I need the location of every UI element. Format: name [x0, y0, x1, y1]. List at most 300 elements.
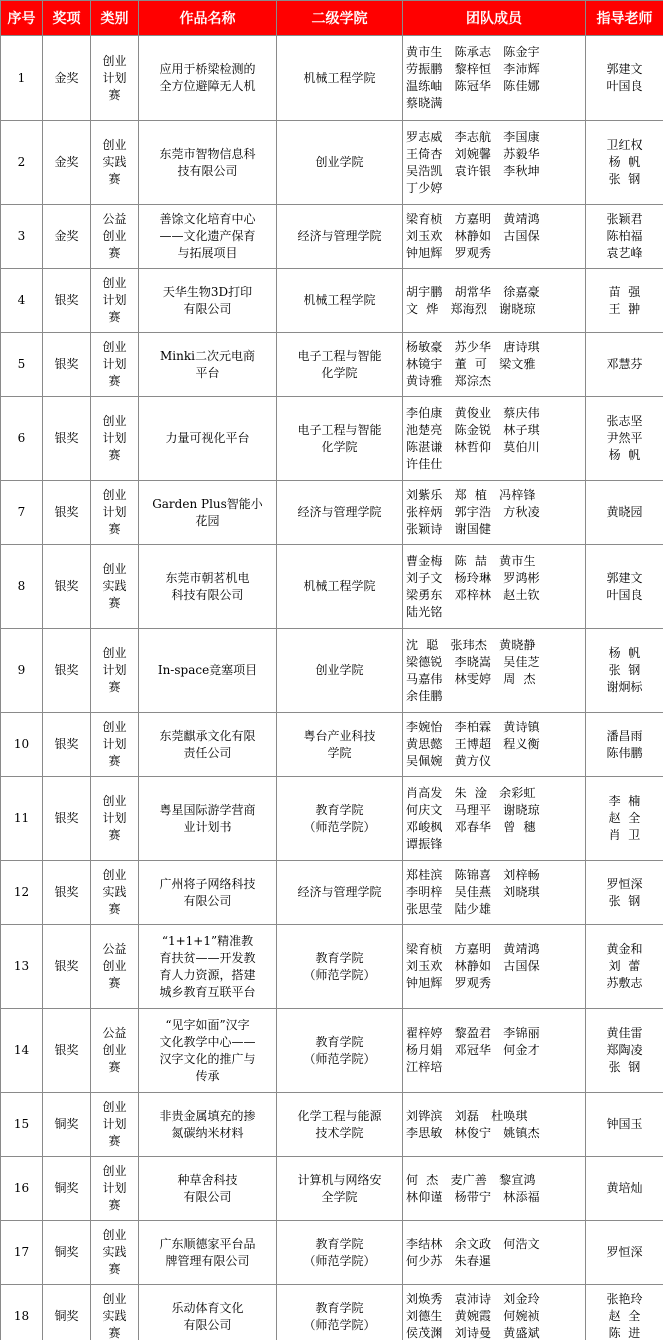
row-category-line: 创业 — [102, 1164, 127, 1178]
row-college — [277, 1221, 403, 1285]
row-category-line: 赛 — [108, 246, 121, 260]
row-advisor-line: 赵 全 — [608, 811, 641, 825]
row-category-line: 创业 — [102, 794, 127, 808]
table-row — [1, 777, 663, 861]
row-work-name — [139, 925, 277, 1009]
row-work-name-line: 牌管理有限公司 — [165, 1253, 250, 1268]
row-work-name — [139, 1157, 277, 1221]
row-college-line: 创业学院 — [315, 155, 364, 169]
row-category — [91, 713, 139, 777]
row-advisor — [586, 481, 663, 545]
table-row — [1, 1093, 663, 1157]
row-work-name — [139, 205, 277, 269]
table-row — [1, 713, 663, 777]
row-category — [91, 121, 139, 205]
row-advisor-line: 罗恒深 — [606, 1245, 643, 1259]
row-team-members — [403, 629, 586, 713]
row-category-line: 公益 — [102, 942, 127, 956]
row-college — [277, 269, 403, 333]
row-college — [277, 205, 403, 269]
row-category-line: 创业 — [102, 868, 127, 882]
row-seq: 13 — [1, 925, 43, 1009]
row-award: 铜奖 — [43, 1157, 91, 1221]
row-college — [277, 1093, 403, 1157]
row-category — [91, 861, 139, 925]
row-work-name — [139, 629, 277, 713]
row-college-line: 化学院 — [321, 439, 358, 454]
row-college — [277, 713, 403, 777]
row-work-name-line: 粤星国际游学营商 — [159, 802, 256, 817]
row-college — [277, 629, 403, 713]
row-category-line: 计划 — [102, 811, 127, 825]
row-advisor-line: 郑陶凌 — [606, 1043, 643, 1057]
table-row — [1, 1009, 663, 1093]
row-category — [91, 1093, 139, 1157]
row-advisor — [586, 333, 663, 397]
row-category — [91, 777, 139, 861]
row-advisor-line: 郭建文 — [606, 570, 643, 585]
row-work-name — [139, 713, 277, 777]
row-team-members — [403, 269, 586, 333]
row-team-members-line: 黄市生 陈承志 陈金宇 — [406, 45, 540, 59]
row-category-line: 创业 — [102, 414, 127, 428]
row-category-line: 赛 — [108, 1134, 121, 1148]
row-work-name-line: 天华生物3D打印 — [162, 284, 253, 299]
row-college-line: 计算机与网络安 — [297, 1172, 382, 1187]
row-work-name-line: 育扶贫——开发教 — [159, 950, 256, 965]
row-team-members-line: 蔡晓满 — [406, 96, 443, 110]
row-category — [91, 545, 139, 629]
row-work-name-line: 广州将子网络科技 — [159, 876, 256, 891]
row-category — [91, 205, 139, 269]
row-college-line: 机械工程学院 — [303, 579, 376, 593]
row-category-line: 实践 — [102, 885, 127, 899]
row-team-members-line: 杨敏豪 苏少华 唐诗琪 — [406, 340, 540, 354]
row-team-members — [403, 1093, 586, 1157]
row-work-name-line: 与拓展项目 — [177, 246, 238, 260]
row-advisor-line: 张颖君 — [606, 212, 643, 226]
row-work-name-line: Garden Plus智能小 — [152, 496, 263, 511]
row-work-name — [139, 121, 277, 205]
row-college-line: 学院 — [327, 745, 352, 760]
row-category-line: 赛 — [108, 87, 121, 102]
row-work-name-line: 东莞麒承文化有限 — [159, 728, 256, 743]
row-team-members-line: 陆光铭 — [406, 604, 443, 619]
row-category-line: 计划 — [102, 505, 127, 519]
row-team-members-line: 张梓炳 郭宇浩 方秋凌 — [406, 505, 540, 519]
row-seq: 2 — [1, 121, 43, 205]
row-team-members-line: 钟旭辉 罗观秀 — [406, 976, 492, 990]
row-advisor-line: 陈柏福 — [606, 229, 643, 243]
row-category-line: 赛 — [108, 596, 121, 610]
row-work-name-line: ——文化遗产保育 — [159, 229, 256, 243]
row-team-members — [403, 713, 586, 777]
row-college — [277, 397, 403, 481]
row-award: 银奖 — [43, 713, 91, 777]
row-advisor — [586, 777, 663, 861]
row-team-members-line: 吴佩婉 黄方仪 — [406, 754, 492, 768]
row-team-members-line: 李结林 余文政 何浩文 — [406, 1236, 540, 1251]
row-advisor-line: 谢炯标 — [606, 680, 643, 694]
row-team-members-line: 温练岫 陈冠华 陈佳娜 — [406, 79, 540, 93]
row-category-line: 创业 — [102, 646, 127, 660]
row-advisor — [586, 36, 663, 121]
row-advisor — [586, 397, 663, 481]
row-team-members — [403, 36, 586, 121]
row-seq: 7 — [1, 481, 43, 545]
row-category-line: 创业 — [102, 959, 127, 973]
row-college-line: 全学院 — [321, 1189, 358, 1204]
row-college — [277, 1285, 403, 1340]
row-award: 金奖 — [43, 121, 91, 205]
row-work-name — [139, 269, 277, 333]
row-award: 银奖 — [43, 481, 91, 545]
row-advisor — [586, 629, 663, 713]
row-seq: 11 — [1, 777, 43, 861]
row-team-members-line: 杨月娟 邓冠华 何金才 — [406, 1043, 540, 1057]
row-advisor-line: 尹然平 — [606, 431, 643, 445]
row-seq: 16 — [1, 1157, 43, 1221]
row-award: 银奖 — [43, 1009, 91, 1093]
row-work-name-line: 东莞市智物信息科 — [159, 146, 256, 161]
header-seq: 序号 — [1, 1, 43, 36]
row-category-line: 创业 — [102, 138, 127, 152]
row-team-members-line: 黄思懿 王博超 程义衡 — [406, 737, 540, 751]
row-seq: 9 — [1, 629, 43, 713]
row-seq: 6 — [1, 397, 43, 481]
row-team-members-line: 李婉怡 李柏霖 黄诗镇 — [406, 720, 540, 734]
row-advisor — [586, 1093, 663, 1157]
row-advisor-line: 潘昌雨 — [606, 728, 643, 743]
row-college — [277, 545, 403, 629]
row-seq: 5 — [1, 333, 43, 397]
row-team-members — [403, 545, 586, 629]
row-category-line: 计划 — [102, 293, 127, 307]
row-category — [91, 1157, 139, 1221]
row-college-line: 电子工程与智能 — [297, 348, 382, 363]
row-advisor-line: 苏敷志 — [606, 976, 643, 990]
row-team-members — [403, 121, 586, 205]
row-team-members-line: 梁育桢 方嘉明 黄靖鸿 — [406, 212, 540, 226]
row-advisor-line: 张志坚 — [606, 414, 643, 428]
row-category-line: 创业 — [102, 1043, 127, 1057]
row-college-line: 经济与管理学院 — [297, 505, 382, 519]
row-team-members-line: 邓峻枫 邓春华 曾 穗 — [406, 819, 536, 834]
row-category-line: 赛 — [108, 310, 121, 324]
row-team-members-line: 刘焕秀 袁沛诗 刘金玲 — [406, 1292, 540, 1306]
row-advisor — [586, 1285, 663, 1340]
row-college-line: （师范学院） — [303, 1253, 376, 1268]
table-header — [1, 1, 663, 36]
row-award: 银奖 — [43, 397, 91, 481]
row-category-line: 创业 — [102, 562, 127, 576]
row-team-members-line: 肖高发 朱 淦 余彩虹 — [406, 785, 536, 800]
row-category-line: 赛 — [108, 522, 121, 536]
row-advisor-line: 张 钢 — [608, 893, 641, 908]
table-row — [1, 925, 663, 1009]
row-seq: 1 — [1, 36, 43, 121]
row-team-members — [403, 777, 586, 861]
row-work-name — [139, 333, 277, 397]
row-category-line: 计划 — [102, 357, 127, 371]
row-advisor — [586, 121, 663, 205]
row-seq: 15 — [1, 1093, 43, 1157]
row-team-members-line: 吴浩凯 袁许银 李秋坤 — [406, 163, 540, 178]
row-advisor — [586, 269, 663, 333]
row-category-line: 计划 — [102, 737, 127, 751]
row-college-line: 粤台产业科技 — [303, 728, 376, 743]
row-team-members-line: 胡宇鹏 胡常华 徐嘉豪 — [406, 284, 540, 299]
row-category — [91, 36, 139, 121]
row-category — [91, 269, 139, 333]
row-advisor-line: 杨 帆 — [608, 155, 641, 169]
table-row — [1, 205, 663, 269]
row-work-name — [139, 1009, 277, 1093]
row-award: 银奖 — [43, 269, 91, 333]
row-work-name-line: 应用于桥梁检测的 — [159, 62, 256, 76]
row-advisor-line: 张艳玲 — [606, 1292, 643, 1306]
row-seq: 8 — [1, 545, 43, 629]
row-work-name-line: 平台 — [195, 365, 220, 380]
row-advisor-line: 叶国良 — [606, 587, 643, 602]
row-work-name-line: 育人力资源，搭建 — [159, 967, 256, 982]
row-category-line: 实践 — [102, 1245, 127, 1259]
row-team-members-line: 马嘉伟 林雯婷 周 杰 — [406, 671, 536, 686]
row-category-line: 赛 — [108, 680, 121, 694]
table-row — [1, 1221, 663, 1285]
row-college-line: 教育学院 — [315, 1300, 364, 1315]
row-award: 银奖 — [43, 629, 91, 713]
header-team: 团队成员 — [403, 1, 586, 36]
row-advisor — [586, 545, 663, 629]
row-work-name-line: 乐动体育文化 — [171, 1300, 244, 1315]
row-team-members-line: 林镜宇 董 可 梁文雅 — [406, 357, 536, 371]
row-college — [277, 121, 403, 205]
table-row — [1, 397, 663, 481]
row-award: 银奖 — [43, 333, 91, 397]
row-team-members — [403, 1221, 586, 1285]
row-category-line: 赛 — [108, 902, 121, 916]
row-college — [277, 36, 403, 121]
row-category-line: 赛 — [108, 828, 121, 842]
row-advisor — [586, 925, 663, 1009]
row-work-name-line: “见字如面”汉字 — [165, 1017, 250, 1032]
row-college-line: （师范学院） — [303, 1051, 376, 1066]
row-advisor-line: 黄金和 — [606, 942, 643, 956]
row-advisor-line: 黄培灿 — [606, 1181, 643, 1195]
row-college — [277, 333, 403, 397]
row-team-members-line: 梁德锐 李晓嵩 吴佳芝 — [406, 654, 540, 669]
row-seq: 3 — [1, 205, 43, 269]
row-team-members-line: 陈湛谦 林哲仰 莫伯川 — [406, 439, 540, 454]
row-team-members-line: 刘玉欢 林静如 古国保 — [406, 229, 540, 243]
row-work-name — [139, 777, 277, 861]
row-college-line: （师范学院） — [303, 967, 376, 982]
row-seq: 18 — [1, 1285, 43, 1340]
row-team-members-line: 刘子文 杨玲琳 罗鸿彬 — [406, 570, 540, 585]
row-category — [91, 1009, 139, 1093]
row-category-line: 赛 — [108, 1198, 121, 1212]
row-category-line: 公益 — [102, 1026, 127, 1040]
row-team-members-line: 何庆文 马理平 谢晓琼 — [406, 802, 540, 817]
row-work-name-line: 技有限公司 — [177, 163, 238, 178]
row-advisor-line: 袁艺峰 — [606, 246, 643, 260]
row-advisor-line: 肖 卫 — [608, 828, 641, 842]
row-advisor-line: 叶国良 — [606, 79, 643, 93]
header-category: 类别 — [91, 1, 139, 36]
row-category-line: 赛 — [108, 1262, 121, 1276]
row-seq: 12 — [1, 861, 43, 925]
row-advisor-line: 黄晓园 — [606, 505, 643, 519]
row-award: 铜奖 — [43, 1093, 91, 1157]
row-work-name-line: 有限公司 — [183, 893, 232, 908]
row-team-members-line: 李明梓 吴佳燕 刘晓琪 — [406, 885, 540, 899]
row-work-name-line: 种草舍科技 — [177, 1172, 238, 1187]
row-team-members — [403, 1009, 586, 1093]
row-college — [277, 861, 403, 925]
row-category-line: 赛 — [108, 374, 121, 388]
row-category-line: 公益 — [102, 212, 127, 226]
row-category-line: 创业 — [102, 276, 127, 290]
row-advisor-line: 王 翀 — [608, 301, 641, 316]
row-work-name-line: 花园 — [195, 513, 220, 528]
row-college-line: 机械工程学院 — [303, 293, 376, 307]
row-team-members-line: 李伯康 黄俊业 蔡庆伟 — [406, 405, 540, 420]
row-work-name-line: 善馀文化培育中心 — [159, 212, 256, 226]
row-work-name-line: 氮碳纳米材料 — [171, 1125, 244, 1140]
row-team-members-line: 沈 聪 张玮杰 黄晓静 — [406, 637, 536, 652]
row-seq: 17 — [1, 1221, 43, 1285]
row-team-members — [403, 925, 586, 1009]
row-team-members-line: 黄诗雅 郑淙杰 — [406, 374, 492, 388]
row-team-members-line: 何少苏 朱春暹 — [406, 1253, 492, 1268]
row-college — [277, 1157, 403, 1221]
row-college — [277, 777, 403, 861]
row-seq: 10 — [1, 713, 43, 777]
table-row — [1, 629, 663, 713]
row-work-name-line: 责任公司 — [183, 745, 232, 760]
row-work-name — [139, 481, 277, 545]
table-row — [1, 481, 663, 545]
header-college: 二级学院 — [277, 1, 403, 36]
row-team-members-line: 李思敏 林俊宁 姚镇杰 — [406, 1125, 540, 1140]
row-team-members — [403, 333, 586, 397]
row-advisor-line: 杨 帆 — [608, 448, 641, 462]
table-row — [1, 861, 663, 925]
row-team-members-line: 梁育桢 方嘉明 黄靖鸿 — [406, 942, 540, 956]
row-college-line: 教育学院 — [315, 950, 364, 965]
row-work-name-line: 非贵金属填充的掺 — [159, 1108, 256, 1123]
row-team-members-line: 钟旭辉 罗观秀 — [406, 246, 492, 260]
row-team-members-line: 王倚杏 刘婉馨 苏毅华 — [406, 146, 540, 161]
row-work-name-line: 传承 — [195, 1068, 220, 1083]
row-advisor-line: 钟国玉 — [606, 1117, 643, 1131]
row-college-line: 化学工程与能源 — [297, 1108, 382, 1123]
row-team-members-line: 许佳仕 — [406, 456, 443, 471]
row-advisor-line: 赵 全 — [608, 1309, 641, 1323]
row-category — [91, 481, 139, 545]
row-category-line: 创业 — [102, 340, 127, 354]
row-category — [91, 925, 139, 1009]
row-category-line: 赛 — [108, 448, 121, 462]
row-advisor — [586, 861, 663, 925]
row-college-line: 教育学院 — [315, 1034, 364, 1049]
row-work-name-line: 力量可视化平台 — [165, 431, 250, 445]
row-college-line: 化学院 — [321, 365, 358, 380]
table-row — [1, 269, 663, 333]
table-row — [1, 545, 663, 629]
row-advisor — [586, 205, 663, 269]
table-row — [1, 36, 663, 121]
row-award: 银奖 — [43, 545, 91, 629]
row-college-line: （师范学院） — [303, 1317, 376, 1332]
row-team-members-line: 梁勇东 邓梓林 赵土钦 — [406, 587, 540, 602]
row-work-name — [139, 36, 277, 121]
row-award: 银奖 — [43, 861, 91, 925]
row-category — [91, 1285, 139, 1340]
row-college — [277, 481, 403, 545]
row-seq: 4 — [1, 269, 43, 333]
row-work-name — [139, 1221, 277, 1285]
header-work: 作品名称 — [139, 1, 277, 36]
row-work-name-line: 文化教学中心—— — [159, 1034, 256, 1049]
row-college-line: 电子工程与智能 — [297, 422, 382, 437]
row-team-members-line: 翟梓婷 黎盈君 李锦丽 — [406, 1026, 540, 1040]
row-college-line: 经济与管理学院 — [297, 229, 382, 243]
row-category-line: 实践 — [102, 155, 127, 169]
row-work-name-line: 科技有限公司 — [171, 587, 244, 602]
row-college — [277, 1009, 403, 1093]
row-advisor-line: 陈 进 — [608, 1326, 641, 1340]
row-category-line: 赛 — [108, 1326, 121, 1340]
row-college-line: 经济与管理学院 — [297, 885, 382, 899]
row-college — [277, 925, 403, 1009]
table-row — [1, 121, 663, 205]
row-team-members-line: 林仰谨 杨带宁 林添福 — [406, 1189, 540, 1204]
row-team-members-line: 郑桂滨 陈锦喜 刘梓畅 — [406, 868, 540, 882]
row-team-members — [403, 397, 586, 481]
row-work-name-line: 广东顺德家平台品 — [159, 1236, 256, 1251]
row-work-name — [139, 1093, 277, 1157]
row-category — [91, 333, 139, 397]
row-seq: 14 — [1, 1009, 43, 1093]
row-team-members-line: 刘铧滨 刘磊 杜唤琪 — [406, 1108, 528, 1123]
row-work-name-line: 有限公司 — [183, 1189, 232, 1204]
row-advisor-line: 张 钢 — [608, 663, 641, 677]
row-category-line: 创业 — [102, 488, 127, 502]
row-work-name — [139, 545, 277, 629]
row-team-members-line: 张思莹 陆少雄 — [406, 902, 492, 916]
row-work-name-line: 全方位避障无人机 — [159, 79, 256, 93]
row-award: 铜奖 — [43, 1285, 91, 1340]
row-advisor-line: 李 楠 — [608, 794, 641, 808]
row-advisor-line: 郭建文 — [606, 62, 643, 76]
row-college-line: （师范学院） — [303, 819, 376, 834]
row-advisor-line: 黄佳雷 — [606, 1026, 643, 1040]
row-work-name-line: 有限公司 — [183, 301, 232, 316]
row-category-line: 创业 — [102, 1100, 127, 1114]
row-category-line: 创业 — [102, 53, 127, 68]
row-team-members-line: 刘紫乐 郑 植 冯梓锋 — [406, 488, 536, 502]
row-team-members-line: 谭振锋 — [406, 836, 443, 851]
row-category-line: 计划 — [102, 1117, 127, 1131]
row-team-members-line: 罗志威 李志航 李国康 — [406, 129, 540, 144]
row-team-members-line: 江梓培 — [406, 1060, 443, 1074]
row-advisor-line: 邓慧芬 — [606, 357, 643, 371]
row-category-line: 实践 — [102, 1309, 127, 1323]
row-work-name-line: Minki二次元电商 — [160, 348, 255, 363]
row-work-name — [139, 861, 277, 925]
